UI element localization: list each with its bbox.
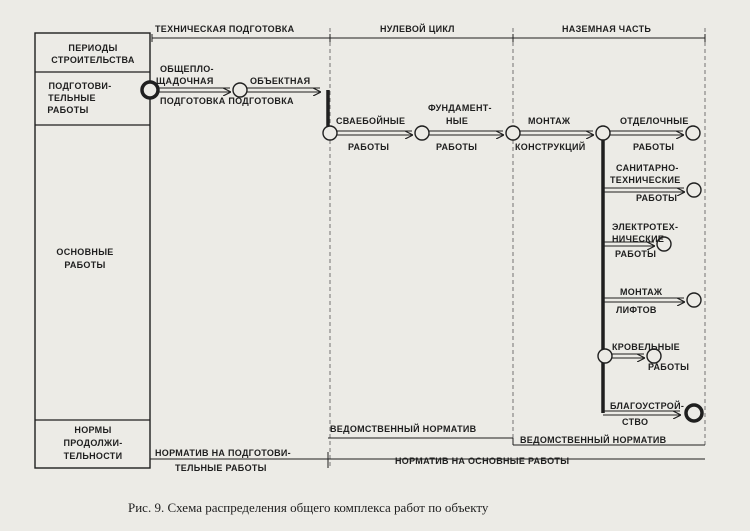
task-finishing-bottom: РАБОТЫ <box>633 142 675 152</box>
phase-surface-label: НАЗЕМНАЯ ЧАСТЬ <box>562 24 652 34</box>
task-landscaping-2: СТВО <box>622 417 649 427</box>
task-plumbing-3: РАБОТЫ <box>636 193 678 203</box>
node-foundation <box>506 126 520 140</box>
task-roofing-2: РАБОТЫ <box>648 362 690 372</box>
task-prep-under: ПОДГОТОВКА ПОДГОТОВКА <box>160 96 294 106</box>
task-landscaping-1: БЛАГОУСТРОЙ- <box>610 401 685 411</box>
periods-label-2: СТРОИТЕЛЬСТВА <box>51 55 135 65</box>
task-elevators-1: МОНТАЖ <box>620 287 663 297</box>
norms-label-2: ПРОДОЛЖИ- <box>63 438 123 448</box>
norms-label-3: ТЕЛЬНОСТИ <box>63 451 123 461</box>
prep-norm-label-2: ТЕЛЬНЫЕ РАБОТЫ <box>175 463 267 473</box>
task-assembly-top: МОНТАЖ <box>528 116 571 126</box>
task-object: ОБЪЕКТНАЯ <box>250 76 311 86</box>
task-finishing-top: ОТДЕЛОЧНЫЕ <box>620 116 689 126</box>
preparatory-label-3: РАБОТЫ <box>47 105 89 115</box>
main-works-label-2: РАБОТЫ <box>64 260 106 270</box>
task-piles-bottom: РАБОТЫ <box>348 142 390 152</box>
node-site-wide <box>233 83 247 97</box>
main-norm-label: НОРМАТИВ НА ОСНОВНЫЕ РАБОТЫ <box>395 456 570 466</box>
figure-caption: Рис. 9. Схема распределения общего комплекса работ по объекту <box>128 500 489 515</box>
dept-norm-2-label: ВЕДОМСТВЕННЫЙ НОРМАТИВ <box>520 435 667 445</box>
task-foundation-top-1: ФУНДАМЕНТ- <box>428 103 492 113</box>
preparatory-label-1: ПОДГОТОВИ- <box>48 81 112 91</box>
end-event-node <box>686 405 702 421</box>
node-assembly <box>596 126 610 140</box>
task-electrical-2: НИЧЕСКИЕ <box>612 234 665 244</box>
task-assembly-bottom: КОНСТРУКЦИЙ <box>515 142 586 152</box>
task-electrical-3: РАБОТЫ <box>615 249 657 259</box>
phase-technical-label: ТЕХНИЧЕСКАЯ ПОДГОТОВКА <box>155 24 295 34</box>
node-elevators <box>687 293 701 307</box>
task-foundation-top-2: НЫЕ <box>446 116 469 126</box>
task-elevators-2: ЛИФТОВ <box>616 305 657 315</box>
node-piles <box>415 126 429 140</box>
node-roofing-start <box>598 349 612 363</box>
node-finishing <box>686 126 700 140</box>
task-electrical-1: ЭЛЕКТРОТЕХ- <box>612 222 679 232</box>
phase-zero-label: НУЛЕВОЙ ЦИКЛ <box>380 24 455 34</box>
node-plumbing <box>687 183 701 197</box>
task-site-wide-1: ОБЩЕПЛО- <box>160 64 214 74</box>
periods-label-1: ПЕРИОДЫ <box>68 43 118 53</box>
task-site-wide-2: ЩАДОЧНАЯ <box>156 76 214 86</box>
task-roofing-1: КРОВЕЛЬНЫЕ <box>612 342 680 352</box>
norms-label-1: НОРМЫ <box>74 425 112 435</box>
task-piles-top: СВАЕБОЙНЫЕ <box>336 116 406 126</box>
task-plumbing-1: САНИТАРНО- <box>616 163 679 173</box>
task-foundation-bottom: РАБОТЫ <box>436 142 478 152</box>
prep-norm-label-1: НОРМАТИВ НА ПОДГОТОВИ- <box>155 448 291 458</box>
node-main-start <box>323 126 337 140</box>
task-plumbing-2: ТЕХНИЧЕСКИЕ <box>610 175 681 185</box>
main-works-label-1: ОСНОВНЫЕ <box>56 247 114 257</box>
dept-norm-1-label: ВЕДОМСТВЕННЫЙ НОРМАТИВ <box>330 424 477 434</box>
preparatory-label-2: ТЕЛЬНЫЕ <box>48 93 96 103</box>
